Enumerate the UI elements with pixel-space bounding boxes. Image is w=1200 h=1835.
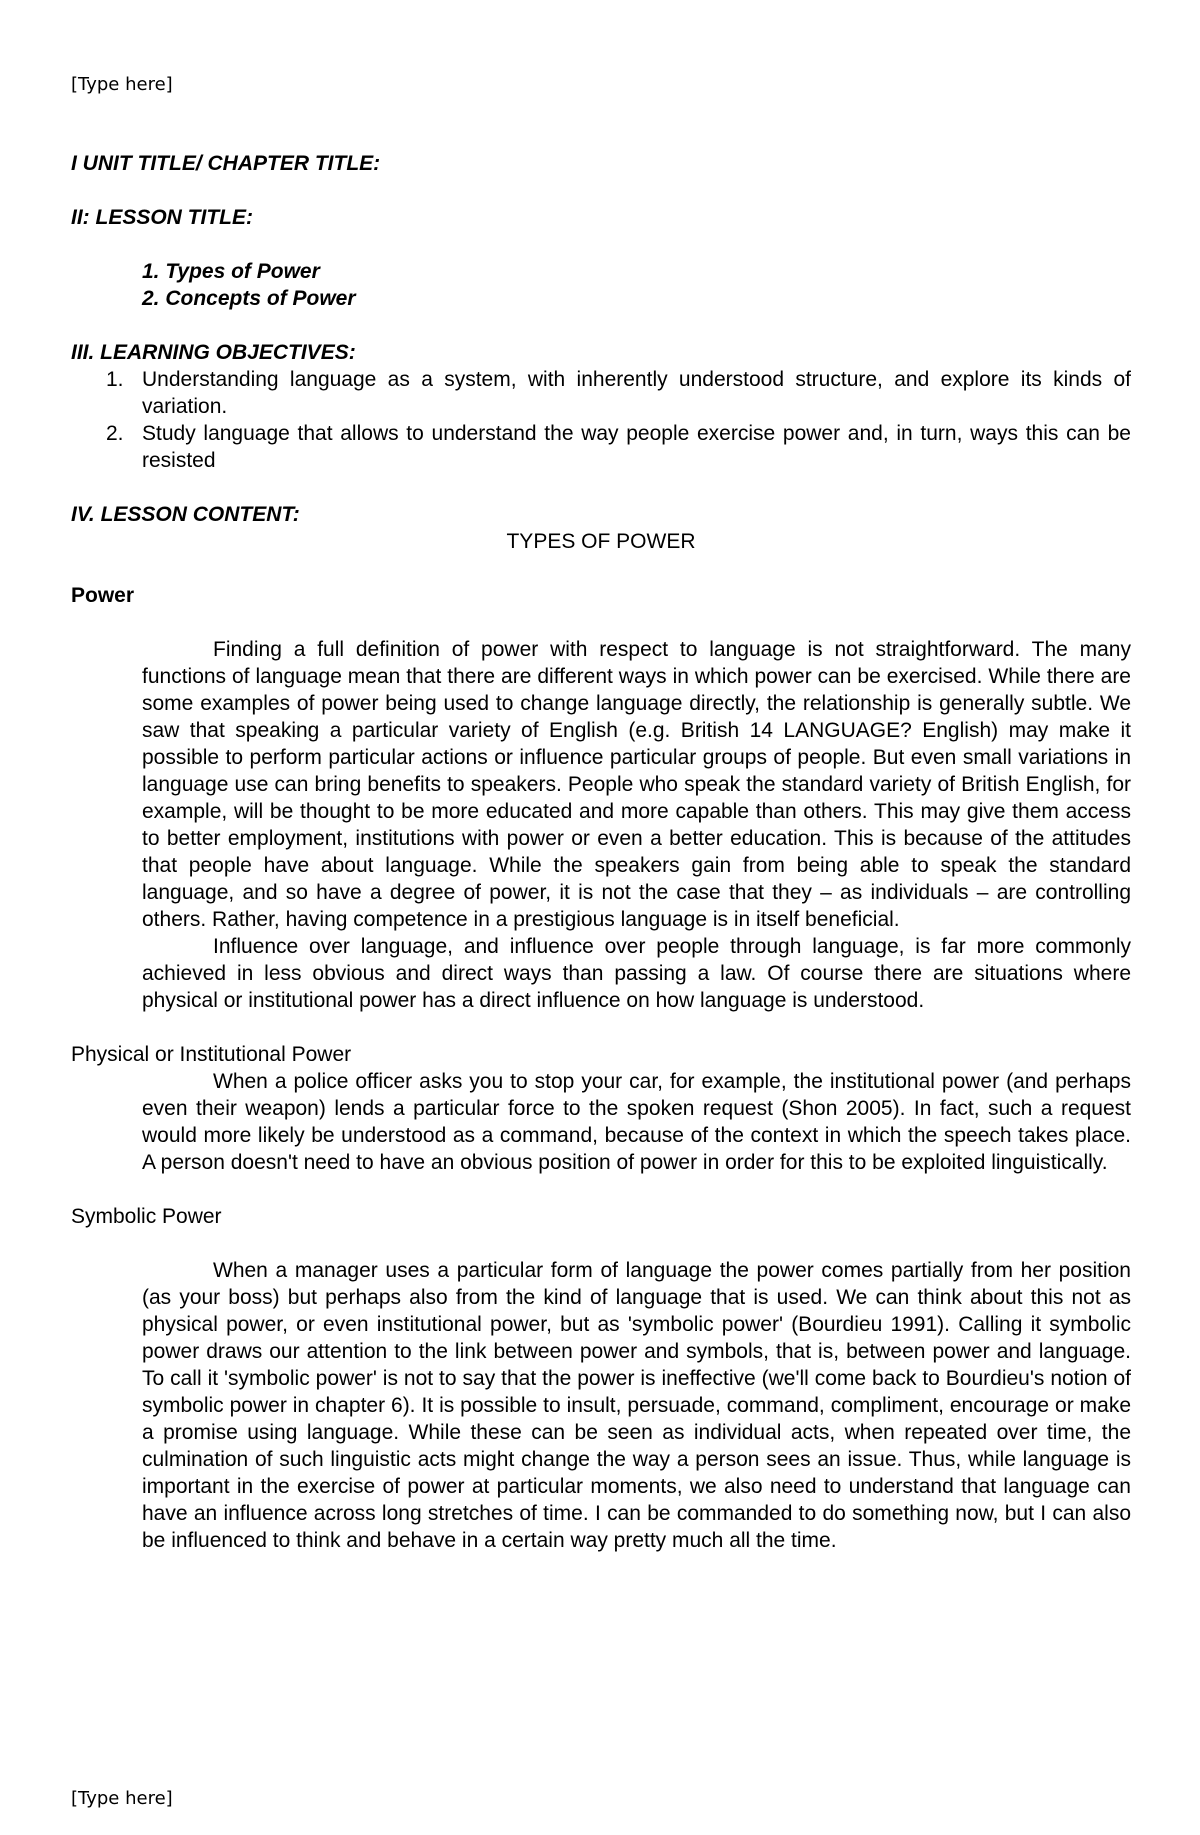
power-heading: Power xyxy=(71,584,135,607)
lesson-list xyxy=(71,258,1131,312)
power-paragraph-2: Influence over language, and influence over people through language, is far more commonly achieved in less obvious and direct ways than passing a law. Of course there are situations where physical or institutional power has a direct influence on how language is understood. xyxy=(142,935,1131,1012)
objective-number: 1. xyxy=(106,368,124,391)
symbolic-power-heading: Symbolic Power xyxy=(71,1205,222,1228)
objective-item xyxy=(106,366,1131,420)
types-of-power-title: TYPES OF POWER xyxy=(506,530,696,553)
objective-text: Understanding language as a system, with inherently understood structure, and explore its kinds of variation. xyxy=(142,368,1131,418)
objective-number: 2. xyxy=(106,422,124,445)
objective-text: Study language that allows to understand the way people exercise power and, in turn, ways this can be resisted xyxy=(142,422,1131,472)
lesson-item: 1. Types of Power xyxy=(142,260,320,283)
physical-power-heading: Physical or Institutional Power xyxy=(71,1043,352,1066)
physical-power-paragraph: When a police officer asks you to stop your car, for example, the institutional power (and perhaps even their weapon) lends a particular force to the spoken request (Shon 2005). In fact, such a request would more likely be understood as a command, because of the context in which the speech takes place. A person doesn't need to have an obvious position of power in order for this to be exploited linguistically. xyxy=(142,1070,1131,1174)
objective-item xyxy=(106,420,1131,474)
unit-title: I UNIT TITLE/ CHAPTER TITLE: xyxy=(71,152,381,175)
lesson-title: II: LESSON TITLE: xyxy=(71,206,253,229)
objectives-list xyxy=(71,366,1131,474)
objectives-title: III. LEARNING OBJECTIVES: xyxy=(71,341,356,364)
page-header: [Type here] xyxy=(71,74,173,95)
lesson-item: 2. Concepts of Power xyxy=(142,287,356,310)
content-title: IV. LESSON CONTENT: xyxy=(71,503,300,526)
page-footer: [Type here] xyxy=(71,1788,173,1809)
symbolic-power-paragraph: When a manager uses a particular form of language the power comes partially from her position (as your boss) but perhaps also from the kind of language that is used. We can think about this not as physical power, or even institutional power, but as 'symbolic power' (Bourdieu 1991). Calling it symbolic power draws our attention to the link between power and symbols, that is, between power and language. To call it 'symbolic power' is not to say that the power is ineffective (we'll come back to Bourdieu's notion of symbolic power in chapter 6). It is possible to insult, persuade, command, compliment, encourage or make a promise using language. While these can be seen as individual acts, when repeated over time, the culmination of such linguistic acts might change the way a person sees an issue. Thus, while language is important in the exercise of power at particular moments, we also need to understand that language can have an influence across long stretches of time. I can be commanded to do something now, but I can also be influenced to think and behave in a certain way pretty much all the time. xyxy=(142,1259,1131,1552)
page-content xyxy=(71,150,1131,1554)
power-paragraph-1: Finding a full definition of power with respect to language is not straightforward. The many functions of language mean that there are different ways in which power can be exercised. While there are some examples of power being used to change language directly, the relationship is generally subtle. We saw that speaking a particular variety of English (e.g. British 14 LANGUAGE? English) may make it possible to perform particular actions or influence particular groups of people. But even small variations in language use can bring benefits to speakers. People who speak the standard variety of British English, for example, will be thought to be more educated and more capable than others. This may give them access to better employment, institutions with power or even a better education. This is because of the attitudes that people have about language. While the speakers gain from being able to speak the standard language, and so have a degree of power, it is not the case that they – as individuals – are controlling others. Rather, having competence in a prestigious language is in itself beneficial. xyxy=(142,638,1131,931)
